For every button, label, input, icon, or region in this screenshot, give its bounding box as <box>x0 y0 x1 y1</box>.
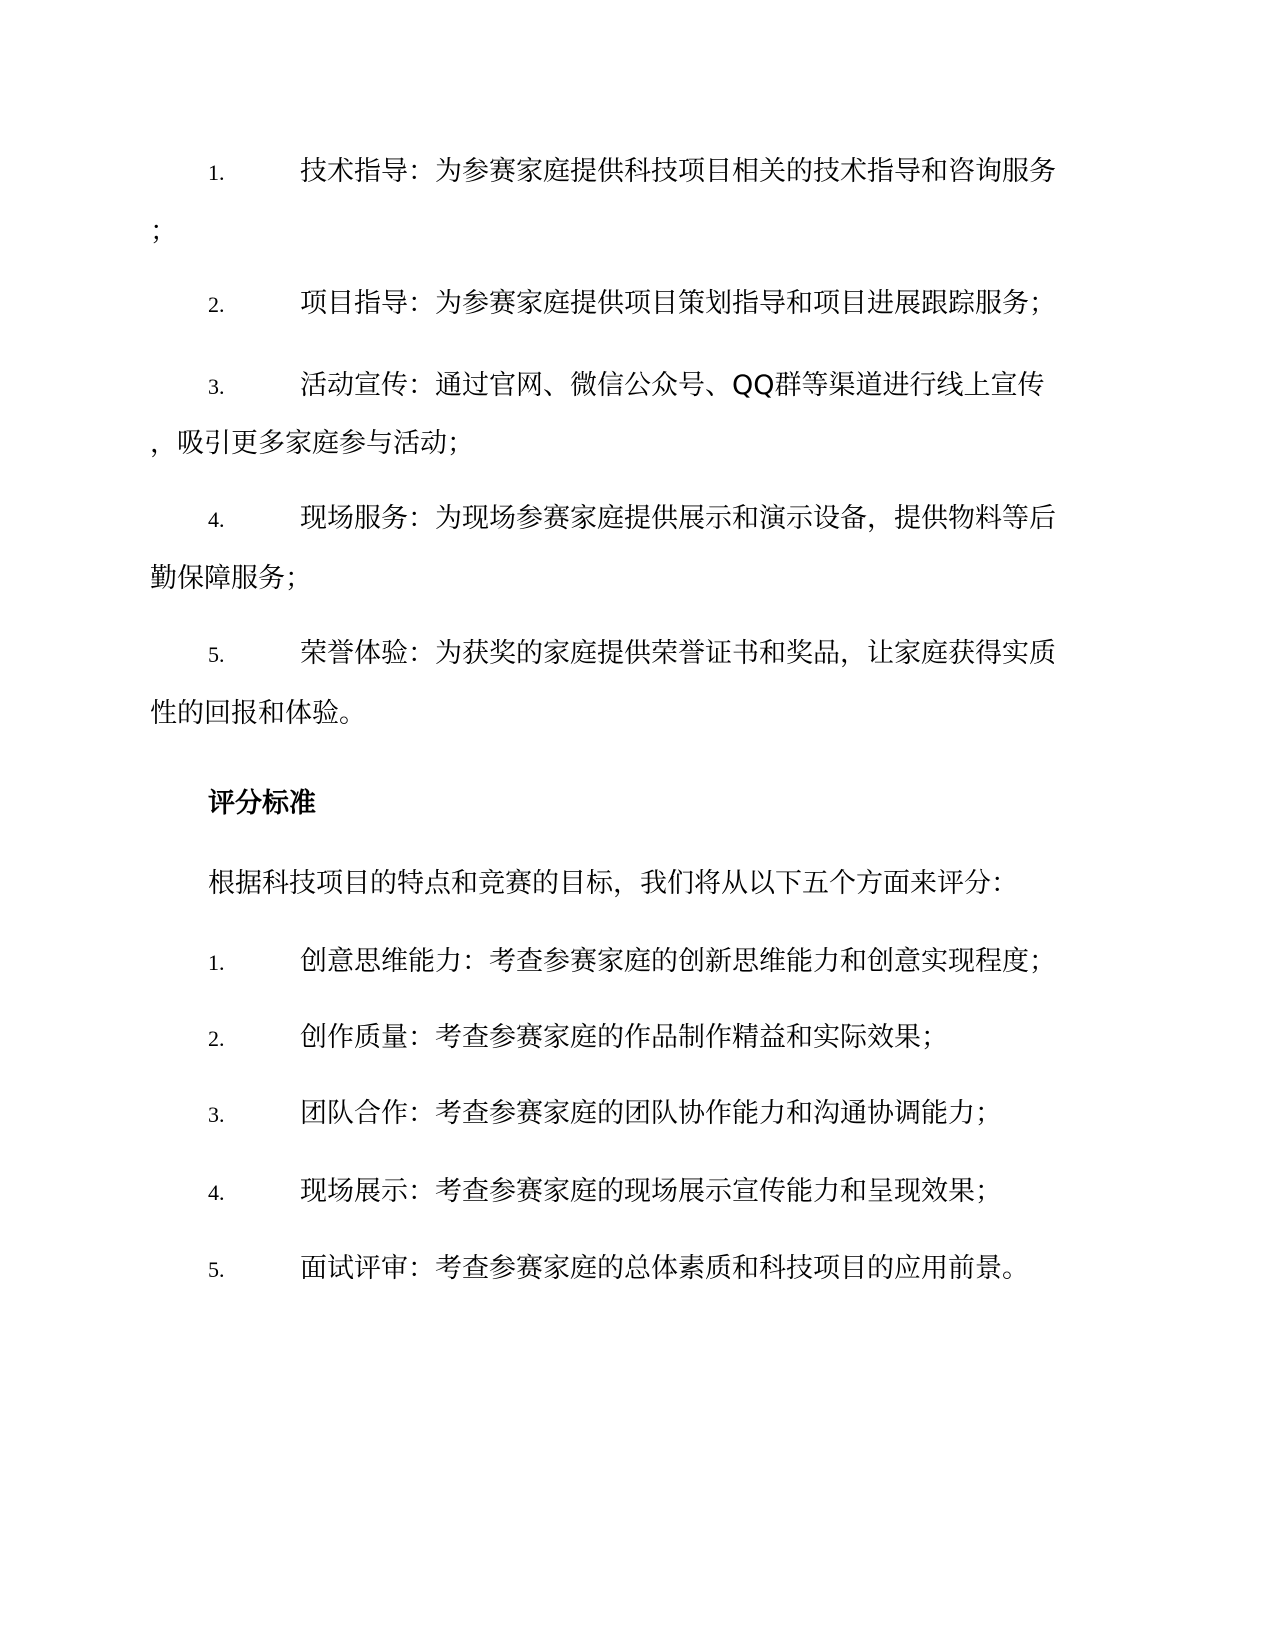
list-number: 5. <box>208 642 225 667</box>
service-item-5-continuation: 性的回报和体验。 <box>150 698 366 729</box>
service-item-4-continuation: 勤保障服务； <box>150 563 312 594</box>
list-number: 5. <box>208 1257 225 1282</box>
scoring-item-text: 面试评审：考查参赛家庭的总体素质和科技项目的应用前景。 <box>300 1253 1029 1284</box>
service-item-text: 技术指导：为参赛家庭提供科技项目相关的技术指导和咨询服务 <box>300 156 1056 187</box>
service-item-text: 项目指导：为参赛家庭提供项目策划指导和项目进展跟踪服务； <box>300 288 1056 319</box>
service-item-1-continuation: ； <box>150 216 177 247</box>
list-number: 3. <box>208 1102 225 1127</box>
section-intro: 根据科技项目的特点和竞赛的目标，我们将从以下五个方面来评分： <box>208 868 1018 899</box>
service-item-text: 荣誉体验：为获奖的家庭提供荣誉证书和奖品，让家庭获得实质 <box>300 638 1056 669</box>
scoring-item-text: 现场展示：考查参赛家庭的现场展示宣传能力和呈现效果； <box>300 1176 1002 1207</box>
scoring-item-text: 创意思维能力：考查参赛家庭的创新思维能力和创意实现程度； <box>300 946 1056 977</box>
list-number: 2. <box>208 1026 225 1051</box>
service-item-text: 现场服务：为现场参赛家庭提供展示和演示设备，提供物料等后 <box>300 503 1056 534</box>
service-item-3-continuation: ，吸引更多家庭参与活动； <box>150 428 474 459</box>
scoring-item-text: 创作质量：考查参赛家庭的作品制作精益和实际效果； <box>300 1022 948 1053</box>
list-number: 4. <box>208 1180 225 1205</box>
list-number: 3. <box>208 374 225 399</box>
list-number: 4. <box>208 507 225 532</box>
list-number: 1. <box>208 160 225 185</box>
list-number: 2. <box>208 292 225 317</box>
section-heading: 评分标准 <box>208 788 316 819</box>
scoring-item-text: 团队合作：考查参赛家庭的团队协作能力和沟通协调能力； <box>300 1098 1002 1129</box>
service-item-text: 活动宣传：通过官网、微信公众号、QQ群等渠道进行线上宣传 <box>300 370 1045 401</box>
list-number: 1. <box>208 950 225 975</box>
